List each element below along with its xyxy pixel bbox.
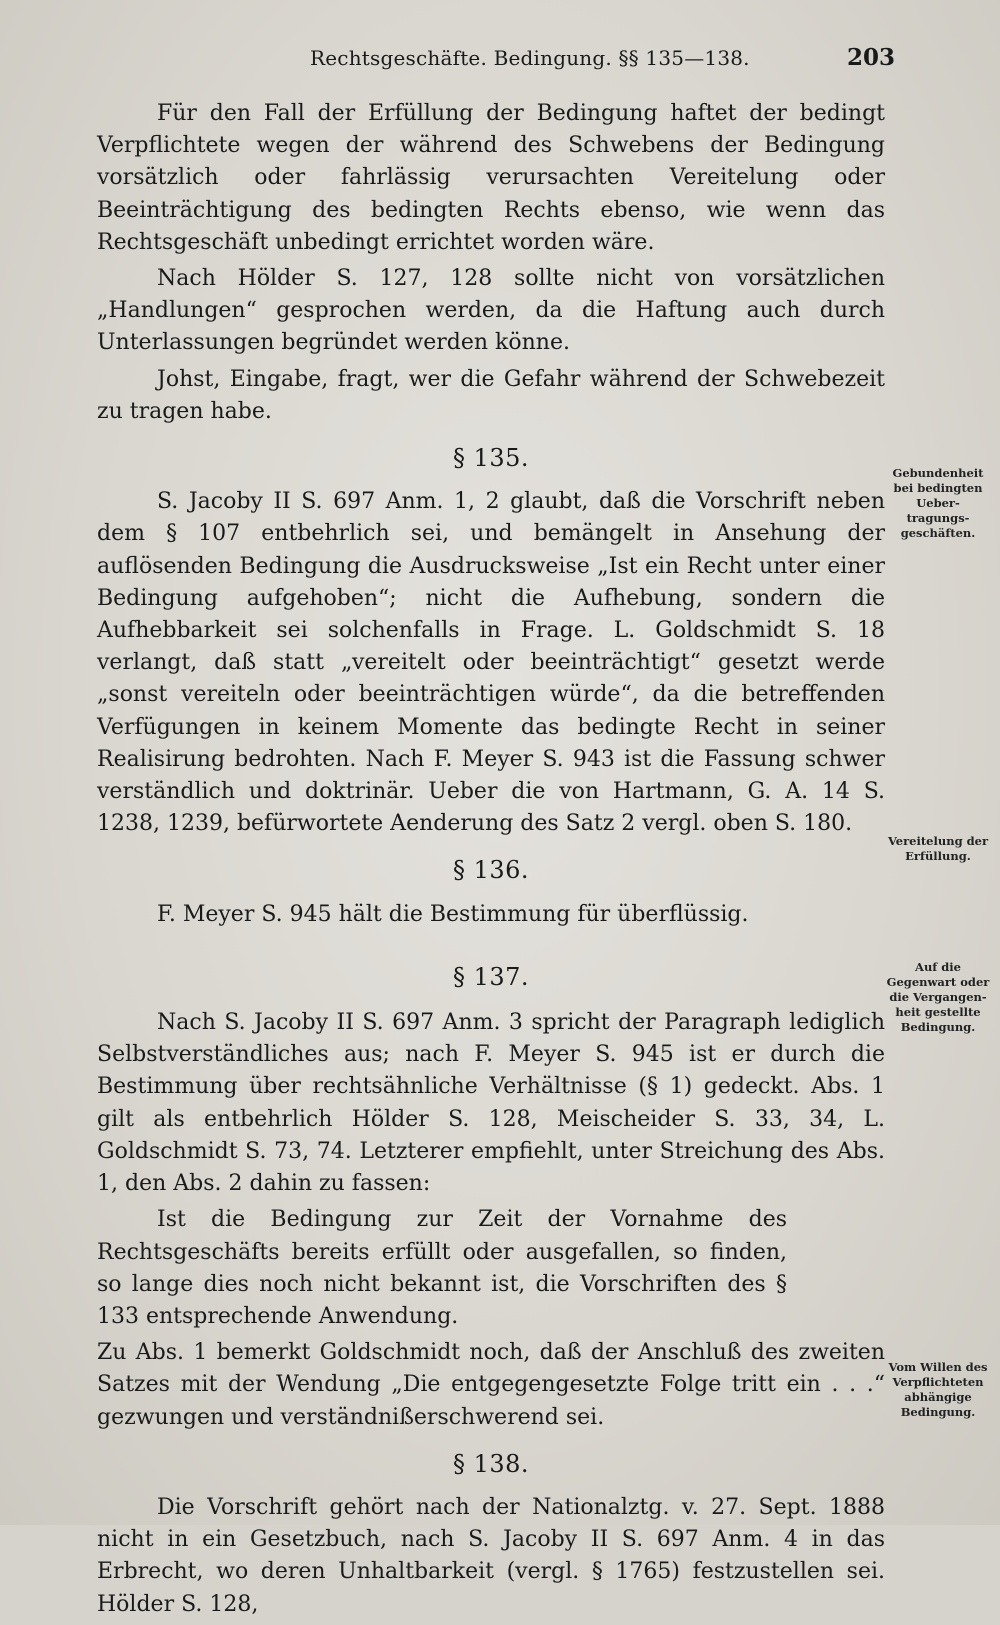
section-135-text: S. Jacoby II S. 697 Anm. 1, 2 glaubt, daß die Vorschrift neben dem § 107 entbehrlich sei, und bemängelt in Ansehung der auflösenden Bedingung die Ausdrucksweise „Ist ein Recht unter einer Bedingung aufgehoben“; nicht die Aufhebung, sondern die Aufhebbarkeit sei solchenfalls in Frage. L. Goldschmidt S. 18 verlangt, daß statt „vereitelt oder beeinträchtigt“ gesetzt werde „sonst vereiteln oder beeinträchtigen würde“, da die betreffenden Verfügungen in keinem Momente das bedingte Recht in seiner Realisirung bedrohten. Nach F. Meyer S. 943 ist die Fassung schwer verständlich und doktrinär. Ueber die von Hartmann, G. A. 14 S. 1238, 1239, befürwortete Aenderung des Satz 2 vergl. oben S. 180. [97,489,885,837]
page-body [97,98,885,1625]
running-title: Rechtsgeschäfte. Bedingung. §§ 135—138. [310,46,750,70]
section-137-text: Nach S. Jacoby II S. 697 Anm. 3 spricht der Paragraph lediglich Selbstverständliches aus; nach F. Meyer S. 945 ist er durch die Bestimmung über rechtsähnliche Verhältnisse (§ 1) gedeckt. Abs. 1 gilt als entbehrlich Hölder S. 128, Meischeider S. 33, 34, L. Goldschmidt S. 73, 74. Letzterer empfiehlt, unter Streichung des Abs. 1, den Abs. 2 dahin zu fassen: [97,1010,885,1197]
sidenote-136: Vereitelung der Erfüllung. [887,834,989,863]
section-137-quote: Ist die Bedingung zur Zeit der Vornahme des Rechtsgeschäfts bereits erfüllt oder ausgefallen, so finden, so lange dies noch nicht bekannt ist, die Vorschriften des § 133 entsprechende Anwendung. [97,1207,787,1329]
section-heading-138: § 138. [452,1449,530,1478]
section-136-text: F. Meyer S. 945 hält die Bestimmung für überflüssig. [157,901,749,927]
paragraph-liability: Für den Fall der Erfüllung der Bedingung haftet der bedingt Verpflichtete wegen der während des Schwebens der Bedingung vorsätzlich oder fahrlässig verursachten Vereitelung oder Beeinträchtigung des bedingten Rechts ebenso, wie wenn das Rechtsgeschäft unbedingt errichtet worden wäre. [97,101,885,255]
sidenote-135: Gebundenheit bei bedingten Ueber-tragungs-geschäften. [892,466,984,540]
section-heading-135: § 135. [452,444,530,473]
paragraph-hoelder: Nach Hölder S. 127, 128 sollte nicht von vorsätzlichen „Handlungen“ gesprochen werden, da die Haftung auch durch Unterlassungen begründet werden könne. [97,266,885,356]
section-heading-137: § 137. [452,962,530,991]
page-header [100,40,895,80]
sidenote-137: Auf die Gegenwart oder die Vergangen-heit gestellte Bedingung. [886,960,990,1034]
sidenote-138: Vom Willen des Verpflichteten abhängige Bedingung. [888,1360,988,1419]
section-heading-136: § 136. [452,856,530,885]
paragraph-johst: Johst, Eingabe, fragt, wer die Gefahr während der Schwebezeit zu tragen habe. [97,366,885,424]
section-138-text: Die Vorschrift gehört nach der Nationalztg. v. 27. Sept. 1888 nicht in ein Gesetzbuch, nach S. Jacoby II S. 697 Anm. 4 in das Erbrecht, wo deren Unhaltbarkeit (vergl. § 1765) festzustellen sei. Hölder S. 128, [97,1494,885,1617]
section-137-after: Zu Abs. 1 bemerkt Goldschmidt noch, daß der Anschluß des zweiten Satzes mit der Wendung „Die entgegengesetzte Folge tritt ein . . .“ gezwungen und verständnißerschwerend sei. [97,1340,885,1430]
page-number: 203 [846,44,895,71]
